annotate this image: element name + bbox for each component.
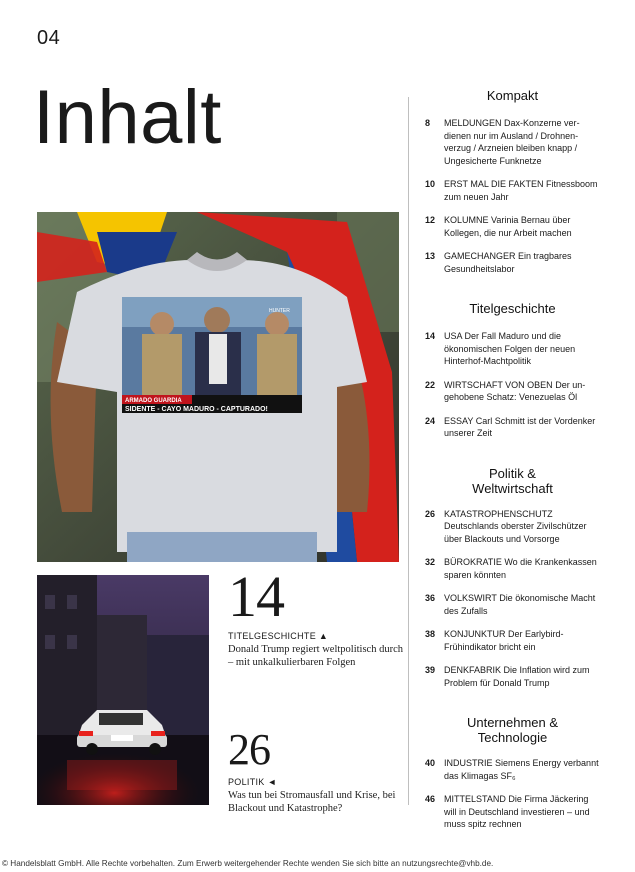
feature-teaser-titelgeschichte[interactable] <box>228 564 403 669</box>
page-title: Inhalt <box>33 75 222 160</box>
toc-kicker: KOLUMNE <box>444 215 489 225</box>
toc-kicker: USA <box>444 331 463 341</box>
toc-page-number: 46 <box>425 794 436 804</box>
toc-page-number: 13 <box>425 251 436 261</box>
toc-page-number: 32 <box>425 557 436 567</box>
toc-kicker: KATASTROPHENSCHUTZ <box>444 508 553 519</box>
toc-text: Die Inflation wird zum Problem für Donald Trump <box>444 665 590 688</box>
toc-text: Carl Schmitt ist der Vordenker unserer Zeit <box>444 415 596 438</box>
feature-page-number: 14 <box>228 564 284 629</box>
toc-page-number: 39 <box>425 665 436 675</box>
toc-item[interactable] <box>425 664 600 689</box>
toc-kicker: WIRTSCHAFT VON OBEN <box>444 379 553 390</box>
arrow-left-icon: ◄ <box>267 777 277 787</box>
toc-text: Varinia Bernau über Kollegen, die nur Arbeit machen <box>444 215 572 238</box>
shirt-label-hunter: HUNTER <box>269 308 290 314</box>
toc-text: Die Firma Jäckering will in Deutschland investieren – und muss spitz rechnen <box>444 794 590 829</box>
toc-page-number: 22 <box>425 379 436 390</box>
toc-kicker: VOLKSWIRT <box>444 593 497 603</box>
toc-item[interactable] <box>425 508 600 546</box>
toc-item[interactable] <box>425 415 600 440</box>
toc-item[interactable] <box>425 379 600 404</box>
toc-kicker: ERST MAL DIE FAKTEN <box>444 179 544 189</box>
toc-kicker: DENKFABRIK <box>444 665 502 675</box>
toc-page-number: 12 <box>425 215 436 225</box>
toc-kicker: GAMECHANGER <box>444 251 516 261</box>
toc-text: Der ungehobene Schatz: Venezuelas Öl <box>444 379 586 402</box>
toc-item[interactable] <box>425 592 600 617</box>
toc-item[interactable] <box>425 250 600 275</box>
toc-item[interactable] <box>425 628 600 653</box>
shirt-banner: SIDENTE - CAYO MADURO - CAPTURADO! <box>125 406 268 413</box>
toc-text: Deutschlands oberster Zivilschützer über Blackouts und Vorsorge <box>444 521 587 544</box>
feature-teaser-politik[interactable] <box>228 725 403 815</box>
toc-text: Dax-Konzerne verdienen nur im Ausland / Drohnenverzug / Arzneien bleiben knapp / Ungesicherte Funknetze <box>444 118 580 166</box>
toc-kicker: MELDUNGEN <box>444 118 502 128</box>
toc-item[interactable] <box>425 793 600 831</box>
toc-kicker: KONJUNKTUR <box>444 629 506 639</box>
feature-description: Donald Trump regiert weltpolitisch durch – mit unkalkulierbaren Folgen <box>228 644 403 668</box>
feature-kicker: POLITIK ◄ <box>228 777 277 787</box>
toc-page-number: 8 <box>425 118 431 128</box>
column-divider <box>408 97 409 805</box>
section-heading-politik: Politik & Weltwirtschaft <box>472 465 553 496</box>
toc-page-number: 14 <box>425 331 436 341</box>
shirt-label-guard: ARMADO GUARDIA <box>125 398 182 404</box>
toc-text: Die ökonomische Macht des Zufalls <box>444 593 596 616</box>
toc-text: Fitnessboom zum neuen Jahr <box>444 179 598 202</box>
toc-text: Wo die Krankenkassen sparen könnten <box>444 557 597 580</box>
toc-kicker: ESSAY <box>444 415 474 426</box>
toc-item[interactable] <box>425 330 600 368</box>
toc-page-number: 36 <box>425 593 436 603</box>
feature-description: Was tun bei Stromausfall und Krise, bei Blackout und Katastrophe? <box>228 790 396 814</box>
blackout-photo[interactable] <box>37 575 209 805</box>
feature-page-number: 26 <box>228 725 270 774</box>
section-heading-unternehmen: Unternehmen & Technologie <box>466 715 559 745</box>
arrow-up-icon: ▲ <box>318 631 329 641</box>
blackout-photo-illustration <box>37 575 209 805</box>
toc-kicker: INDUSTRIE <box>444 758 493 768</box>
section-heading-titelgeschichte: Titelgeschichte <box>469 301 556 316</box>
toc-item[interactable] <box>425 757 600 782</box>
toc-page-number: 38 <box>425 629 436 639</box>
toc-text: Siemens Energy verbannt das Klimagas SF₆ <box>444 758 599 781</box>
toc-text: Der Fall Maduro und die ökonomischen Folgen der neuen Hinterhof-Machtpolitik <box>444 331 576 366</box>
toc-kicker: BÜROKRATIE <box>444 557 502 567</box>
hero-photo-illustration <box>37 212 399 562</box>
toc-item[interactable] <box>425 178 600 203</box>
toc-page-number: 24 <box>425 415 436 426</box>
section-heading-kompakt: Kompakt <box>486 88 539 103</box>
toc-item[interactable] <box>425 117 600 167</box>
toc-item[interactable] <box>425 556 600 581</box>
toc-page-number: 10 <box>425 179 436 189</box>
copyright-footer: © Handelsblatt GmbH. Alle Rechte vorbehalten. Zum Erwerb weitergehender Rechte wenden Sie sich bitte an nutzungsrechte@vhb.de. <box>2 859 494 868</box>
toc-item[interactable] <box>425 214 600 239</box>
hero-photo[interactable] <box>37 212 399 562</box>
toc-page-number: 40 <box>425 758 436 768</box>
toc-text: Ein tragbares Gesundheitslabor <box>444 251 572 274</box>
feature-kicker: TITELGESCHICHTE ▲ <box>228 631 329 641</box>
page-number: 04 <box>37 27 61 49</box>
toc-page-number: 26 <box>425 508 436 519</box>
toc-text: Der Earlybird-Frühindikator bricht ein <box>444 629 564 652</box>
toc-kicker: MITTELSTAND <box>444 794 506 804</box>
table-of-contents <box>425 88 600 831</box>
